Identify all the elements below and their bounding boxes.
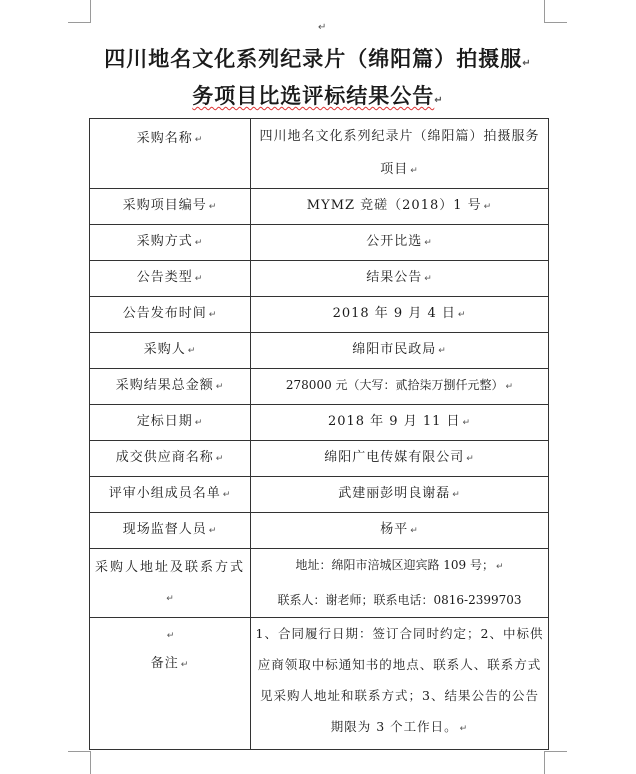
table-row: [90, 333, 549, 369]
title-text-2: 务项目比选评标结果公告: [192, 84, 435, 108]
table-row: [90, 441, 549, 477]
row-value: 武建丽彭明良谢磊 ↵: [251, 477, 549, 513]
row-value: 绵阳市民政局 ↵: [251, 333, 549, 369]
table-row: [90, 549, 549, 618]
row-label: 成交供应商名称 ↵: [90, 441, 251, 477]
crop-mark-bottom-left: [68, 751, 91, 774]
crop-mark-bottom-right: [544, 751, 567, 774]
table-row: [90, 261, 549, 297]
row-value: 278000 元（大写：贰拾柒万捌仟元整） ↵: [251, 369, 549, 405]
address-line: 地址：绵阳市涪城区迎宾路 109 号； ↵: [295, 558, 504, 572]
row-label: 采购项目编号 ↵: [90, 189, 251, 225]
contact-line: 联系人：谢老师；联系电话：0816-2399703: [277, 593, 522, 607]
table-row: [90, 225, 549, 261]
paragraph-mark: ↵: [318, 22, 327, 33]
row-value: MYMZ 竞磋（2018）1 号 ↵: [251, 189, 549, 225]
paragraph-mark: ↵: [166, 631, 176, 641]
row-label: 公告发布时间 ↵: [90, 297, 251, 333]
row-label: 公告类型 ↵: [90, 261, 251, 297]
row-value: 2018 年 9 月 11 日 ↵: [251, 405, 549, 441]
row-value: 结果公告 ↵: [251, 261, 549, 297]
paragraph-mark: ↵: [434, 95, 444, 106]
row-value: 公开比选 ↵: [251, 225, 549, 261]
announcement-table: [89, 118, 549, 750]
row-label: 采购人 ↵: [90, 333, 251, 369]
table-row: [90, 618, 549, 750]
row-label: 评审小组成员名单 ↵: [90, 477, 251, 513]
table-row: [90, 405, 549, 441]
row-label: 采购名称 ↵: [90, 119, 251, 189]
table-row: [90, 369, 549, 405]
row-value: 绵阳广电传媒有限公司 ↵: [251, 441, 549, 477]
table-row: [90, 119, 549, 189]
row-value: 四川地名文化系列纪录片（绵阳篇）拍摄服务项目 ↵: [251, 119, 549, 189]
document-title-line-1: [60, 45, 576, 78]
table-row: [90, 189, 549, 225]
title-text-1: 四川地名文化系列纪录片（绵阳篇）拍摄服: [104, 47, 523, 71]
row-label: 采购方式 ↵: [90, 225, 251, 261]
row-label: 现场监督人员 ↵: [90, 513, 251, 549]
table-row: [90, 297, 549, 333]
row-label: 采购结果总金额 ↵: [90, 369, 251, 405]
row-value: 2018 年 9 月 4 日 ↵: [251, 297, 549, 333]
crop-mark-top-right: [544, 0, 567, 23]
row-label: ↵ 备注 ↵: [90, 618, 251, 750]
table-row: [90, 513, 549, 549]
paragraph-mark: ↵: [522, 58, 532, 69]
crop-mark-top-left: [68, 0, 91, 23]
row-value: [251, 549, 549, 618]
document-title-line-2: [60, 82, 576, 115]
row-value: 杨平 ↵: [251, 513, 549, 549]
row-label: 定标日期 ↵: [90, 405, 251, 441]
table-row: [90, 477, 549, 513]
row-label: 采购人地址及联系方式↵: [90, 549, 251, 618]
row-value: 1、合同履行日期：签订合同时约定；2、中标供应商领取中标通知书的地点、联系人、联系方式见采购人地址和联系方式；3、结果公告的公告期限为 3 个工作日。 ↵: [251, 618, 549, 750]
